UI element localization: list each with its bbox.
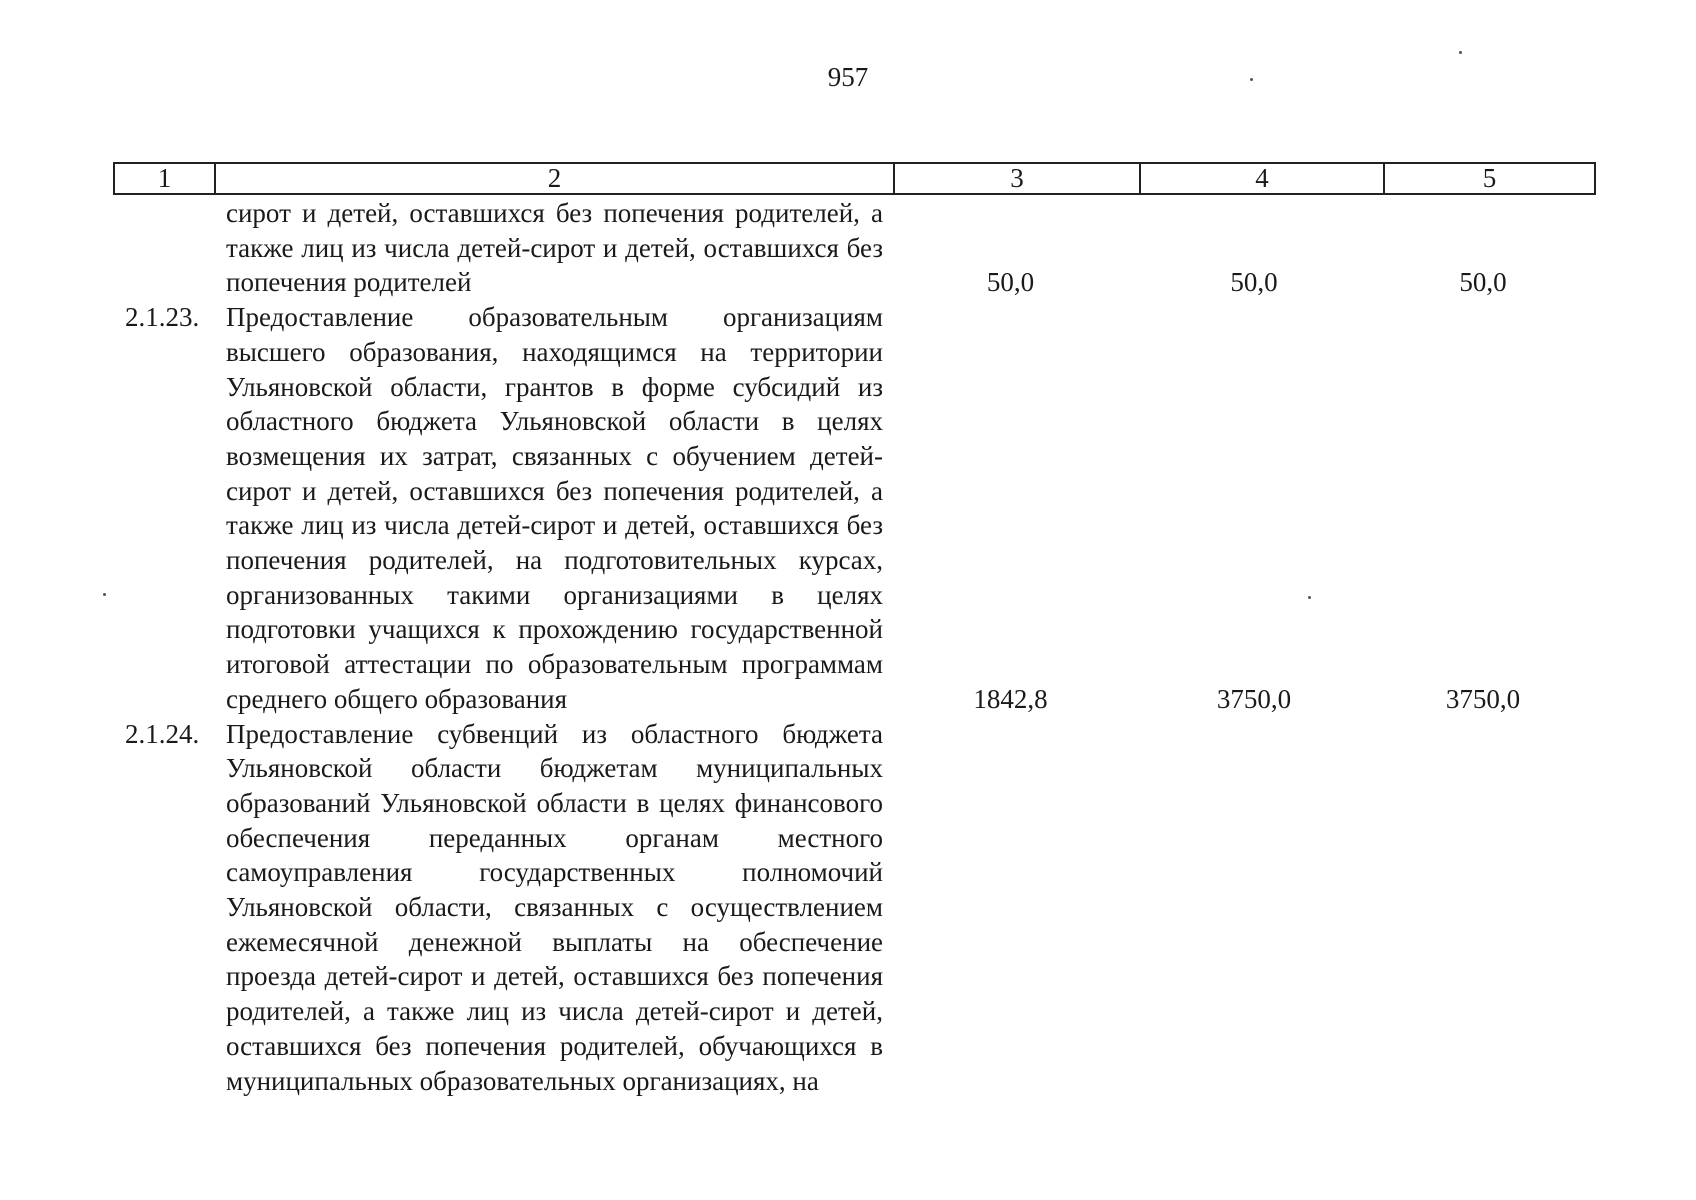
table-row (113, 196, 1596, 300)
value-text: 1842,8 (973, 683, 1048, 714)
value-text: 50,0 (986, 267, 1035, 298)
column-header-2: 2 (216, 164, 895, 193)
page-number: 957 (827, 62, 869, 92)
value-column-4 (1138, 196, 1370, 300)
scan-speck (1308, 596, 1311, 599)
value-column-3 (883, 717, 1138, 1099)
item-number: 2.1.23. (125, 302, 200, 333)
item-number: 2.1.24. (125, 718, 200, 749)
value-column-5 (1370, 300, 1596, 716)
column-header-5: 5 (1482, 163, 1497, 193)
value-column-4 (1138, 717, 1370, 1099)
column-header-4: 4 (1141, 164, 1385, 193)
value-text: 50,0 (1230, 267, 1278, 298)
value-text: 50,0 (1459, 267, 1507, 298)
table-row (113, 717, 1596, 1099)
column-header-3: 3 (895, 164, 1141, 193)
scan-speck (103, 593, 106, 596)
value-column-5 (1370, 196, 1596, 300)
scan-speck (1250, 78, 1253, 81)
value-column-5 (1370, 717, 1596, 1099)
column-header-1: 1 (115, 164, 216, 193)
item-description: сирот и детей, оставшихся без попечения родителей, а также лиц из числа детей-сирот и детей, оставшихся без попечения родителей (226, 198, 883, 298)
value-text: 3750,0 (1216, 683, 1292, 714)
value-column-3 (883, 196, 1138, 300)
item-description: Предоставление образовательным организациям высшего образования, находящимся на территории Ульяновской области, грантов в форме субсидий из областного бюджета Ульяновской области в целях возмещения их затрат, связанных с обучением детей-сирот и детей, оставшихся без попечения родителей, а также лиц из числа детей-сирот и детей, оставшихся без попечения родителей, на подготовительных курсах, организованных такими организациями в целях подготовки учащихся к прохождению государственной итоговой аттестации по образовательным программам среднего общего образования (226, 302, 883, 714)
item-number (113, 196, 226, 300)
value-text: 3750,0 (1445, 683, 1521, 714)
scan-speck (1459, 51, 1462, 54)
table-body (113, 196, 1596, 1098)
column-header-row (113, 162, 1596, 195)
value-column-4 (1138, 300, 1370, 716)
item-description: Предоставление субвенций из областного бюджета Ульяновской области бюджетам муниципальных образований Ульяновской области в целях финансового обеспечения переданных органам местного самоуправления государственных полномочий Ульяновской области, связанных с осуществлением ежемесячной денежной выплаты на обеспечение проезда детей-сирот и детей, оставшихся без попечения родителей, а также лиц из числа детей-сирот и детей, оставшихся без попечения родителей, обучающихся в муниципальных образовательных организациях, на (226, 718, 883, 1096)
table-row (113, 300, 1596, 716)
value-column-3 (883, 300, 1138, 716)
